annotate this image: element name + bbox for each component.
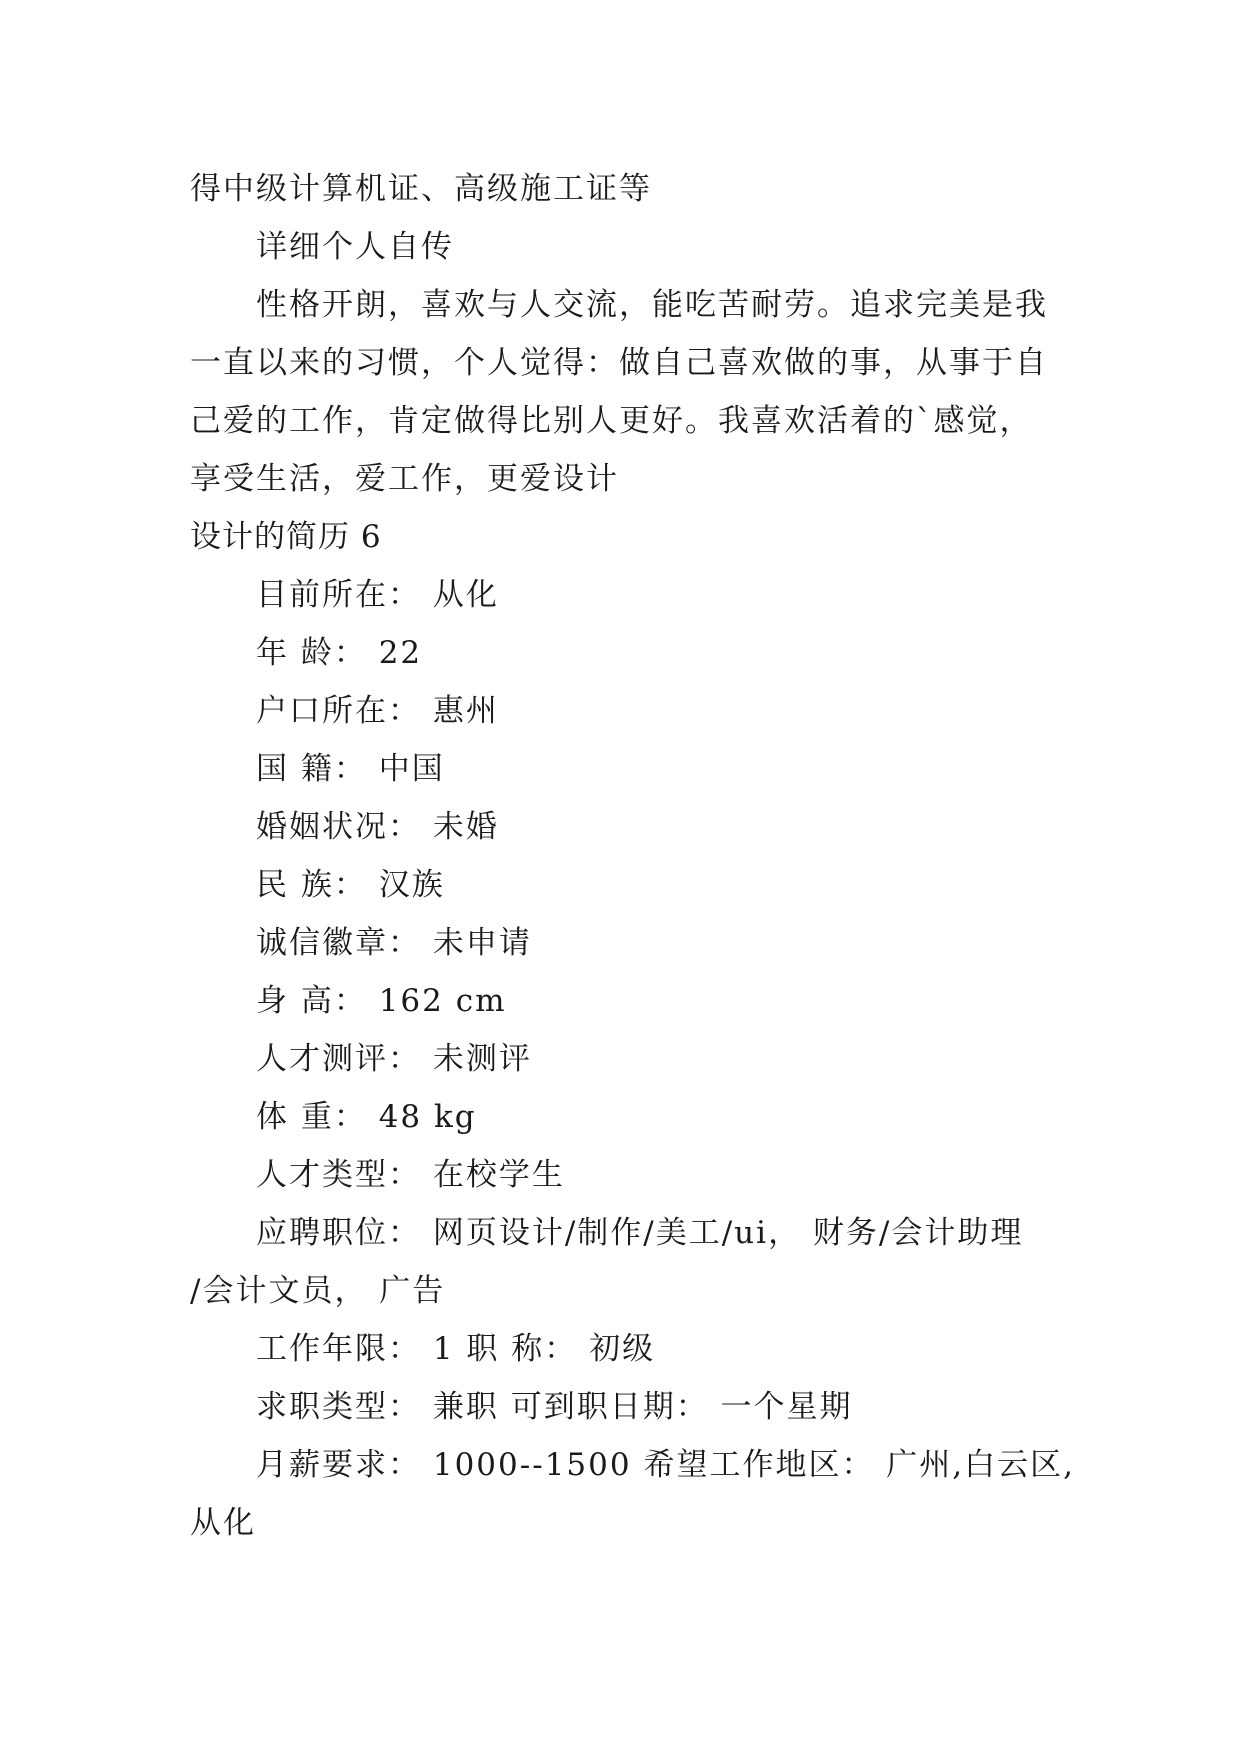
field-applied-position: 应聘职位： 网页设计/制作/美工/ui， 财务/会计助理 [256, 1215, 1024, 1251]
field-age: 年 龄： 22 [256, 635, 423, 671]
text-line: 性格开朗，喜欢与人交流，能吃苦耐劳。追求完美是我 [256, 287, 1048, 323]
field-assessment: 人才测评： 未测评 [256, 1041, 532, 1077]
field-height: 身 高： 162 cm [256, 983, 507, 1019]
field-work-area-cont: 从化 [190, 1505, 256, 1541]
field-nationality: 国 籍： 中国 [256, 751, 445, 787]
resume-title: 设计的简历 6 [190, 519, 382, 555]
field-talent-type: 人才类型： 在校学生 [256, 1157, 565, 1193]
field-applied-position-cont: /会计文员， 广告 [190, 1273, 446, 1309]
field-hukou: 户口所在： 惠州 [256, 693, 499, 729]
text-line: 得中级计算机证、高级施工证等 [190, 171, 652, 207]
section-heading: 详细个人自传 [256, 229, 454, 265]
field-ethnicity: 民 族： 汉族 [256, 867, 445, 903]
field-integrity-badge: 诚信徽章： 未申请 [256, 925, 532, 961]
field-salary: 月薪要求： 1000--1500 希望工作地区： 广州,白云区, [256, 1447, 1076, 1483]
field-marital-status: 婚姻状况： 未婚 [256, 809, 499, 845]
field-job-type: 求职类型： 兼职 可到职日期： 一个星期 [256, 1389, 853, 1425]
field-location: 目前所在： 从化 [256, 577, 499, 613]
field-weight: 体 重： 48 kg [256, 1099, 477, 1135]
field-work-years: 工作年限： 1 职 称： 初级 [256, 1331, 656, 1367]
document-body [190, 160, 1076, 1552]
text-line: 一直以来的习惯，个人觉得：做自己喜欢做的事，从事于自 [190, 345, 1048, 381]
text-line: 己爱的工作，肯定做得比别人更好。我喜欢活着的`感觉， [190, 403, 1033, 439]
text-line: 享受生活，爱工作，更爱设计 [190, 461, 619, 497]
